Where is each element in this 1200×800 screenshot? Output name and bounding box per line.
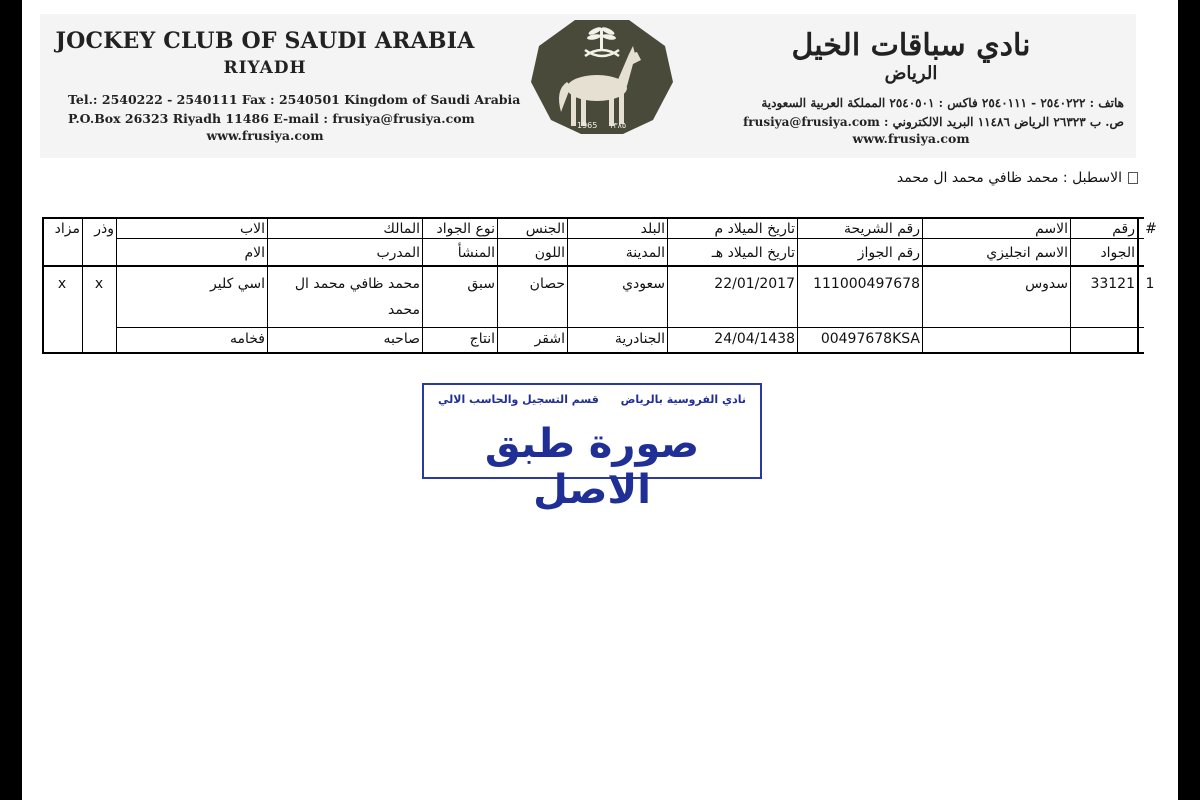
header-birth-gregorian: تاريخ الميلاد م bbox=[714, 221, 795, 237]
header-name: الاسم bbox=[1035, 221, 1068, 237]
trainer-value: صاحبه bbox=[383, 331, 420, 347]
certified-copy-stamp bbox=[422, 383, 762, 513]
passport-number: 00497678KSA bbox=[820, 331, 920, 347]
horse-type-value: سبق bbox=[467, 276, 495, 292]
header-weight: وذر bbox=[94, 221, 114, 237]
header-origin: المنشأ bbox=[457, 245, 495, 261]
header-horse-no: رقم bbox=[1112, 221, 1135, 237]
stamp-club-name: نادي الفروسية بالرياض bbox=[620, 393, 746, 406]
header-color: اللون bbox=[534, 245, 565, 261]
sex-value: حصان bbox=[529, 276, 565, 292]
website-arabic: www.frusiya.com bbox=[852, 131, 970, 146]
weight-value: x bbox=[94, 276, 104, 292]
horse-table bbox=[42, 217, 1157, 354]
header-auction: مزاد bbox=[54, 221, 80, 237]
contact-arabic-2: ص. ب ٢٦٣٢٣ الرياض ١١٤٨٦ البريد الالكتروني : frusiya@frusiya.com bbox=[743, 115, 1124, 129]
contact-english-1: Tel.: 2540222 - 2540111 Fax : 2540501 Kingdom of Saudi Arabia bbox=[68, 92, 521, 107]
letterhead-arabic bbox=[686, 28, 1136, 146]
header-horse-type: نوع الجواد bbox=[436, 221, 495, 237]
color-value: اشقر bbox=[534, 331, 565, 347]
owner-value-line2: محمد bbox=[388, 302, 420, 318]
header-birth-hijri: تاريخ الميلاد هـ bbox=[711, 245, 795, 261]
club-name-english: JOCKEY CLUB OF SAUDI ARABIA bbox=[55, 28, 475, 54]
header-dam: الام bbox=[244, 245, 265, 261]
country-value: سعودي bbox=[622, 276, 665, 292]
header-num: # bbox=[1145, 221, 1157, 237]
header-sire: الاب bbox=[239, 221, 265, 237]
origin-value: انتاج bbox=[469, 331, 495, 347]
horse-number: 33121 bbox=[1090, 276, 1135, 292]
horse-name: سدوس bbox=[1025, 276, 1068, 292]
dam-value: فخامه bbox=[230, 331, 265, 347]
header-passport: رقم الجواز bbox=[857, 245, 920, 261]
stamp-department: قسم التسجيل والحاسب الالي bbox=[438, 393, 599, 406]
header-sex: الجنس bbox=[525, 221, 565, 237]
header-horse-no-cont: الجواد bbox=[1100, 245, 1135, 261]
letterhead bbox=[40, 14, 1136, 158]
header-city: المدينة bbox=[625, 245, 665, 261]
owner-value-line1: محمد ظافي محمد ال bbox=[294, 276, 420, 292]
header-country: البلد bbox=[640, 221, 665, 237]
stamp-main-text: صورة طبق الاصل bbox=[484, 421, 700, 513]
checkbox-glyph-icon bbox=[1128, 172, 1138, 184]
header-trainer: المدرب bbox=[376, 245, 420, 261]
birth-date-gregorian: 22/01/2017 bbox=[714, 276, 795, 292]
contact-english-2: P.O.Box 26323 Riyadh 11486 E-mail : frusiya@frusiya.com bbox=[68, 111, 475, 126]
stable-line bbox=[897, 170, 1138, 186]
logo-year-ar: ١٣٨٥ bbox=[609, 121, 627, 130]
chip-number: 111000497678 bbox=[813, 276, 920, 292]
city-arabic: الرياض bbox=[884, 63, 938, 84]
logo-year-en: 1965 bbox=[577, 121, 598, 130]
document-page bbox=[22, 0, 1178, 800]
birth-date-hijri: 24/04/1438 bbox=[714, 331, 795, 347]
website-english: www.frusiya.com bbox=[206, 128, 324, 143]
header-english-name: الاسم انجليزي bbox=[986, 245, 1068, 261]
contact-arabic-1: هاتف : ٢٥٤٠٢٢٢ - ٢٥٤٠١١١ فاكس : ٢٥٤٠٥٠١ المملكة العربية السعودية bbox=[761, 96, 1124, 110]
city-value: الجنادرية bbox=[614, 331, 665, 347]
auction-value: x bbox=[57, 276, 67, 292]
header-owner: المالك bbox=[383, 221, 420, 237]
city-english: RIYADH bbox=[223, 58, 307, 78]
club-logo bbox=[527, 16, 677, 136]
header-chip: رقم الشريحة bbox=[843, 221, 920, 237]
row-num: 1 bbox=[1145, 276, 1155, 292]
stable-text: الاسطبل : محمد ظافي محمد ال محمد bbox=[896, 170, 1122, 186]
letterhead-english bbox=[40, 28, 521, 143]
club-name-arabic: نادي سباقات الخيل bbox=[791, 28, 1031, 63]
sire-value: اسي كلير bbox=[210, 276, 265, 292]
